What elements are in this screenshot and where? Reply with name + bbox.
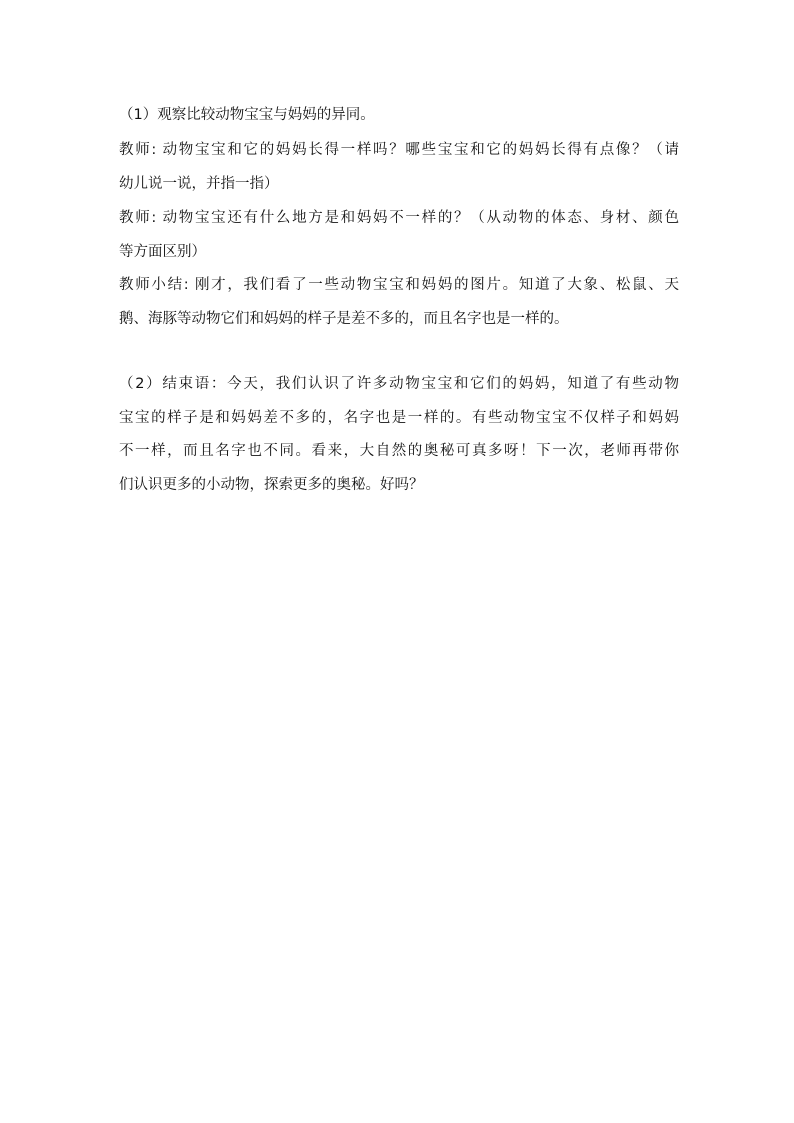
paragraph-line: 们认识更多的小动物，探索更多的奥秘。好吗？ bbox=[119, 477, 424, 493]
paragraph-line: 鹅、海豚等动物它们和妈妈的样子是差不多的，而且名字也是一样的。 bbox=[119, 311, 569, 327]
paragraph-line: 教师: 动物宝宝还有什么地方是和妈妈不一样的？（从动物的体态、身材、颜色 bbox=[119, 210, 679, 226]
paragraph-line: 宝宝的样子是和妈妈差不多的，名字也是一样的。有些动物宝宝不仅样子和妈妈 bbox=[119, 410, 679, 426]
paragraph-line: 教师小结: 刚才，我们看了一些动物宝宝和妈妈的图片。知道了大象、松鼠、天 bbox=[119, 277, 679, 293]
section-heading-1: （1）观察比较动物宝宝与妈妈的异同。 bbox=[119, 107, 375, 123]
paragraph-line: 等方面区别） bbox=[119, 244, 206, 260]
paragraph-line: 幼儿说一说，并指一指） bbox=[119, 176, 279, 192]
paragraph-line: 不一样，而且名字也不同。看来，大自然的奥秘可真多呀！下一次，老师再带你 bbox=[119, 443, 679, 459]
paragraph-line: （2）结束语：今天，我们认识了许多动物宝宝和它们的妈妈，知道了有些动物 bbox=[119, 376, 679, 392]
paragraph-line: 教师: 动物宝宝和它的妈妈长得一样吗？哪些宝宝和它的妈妈长得有点像？（请 bbox=[119, 142, 679, 158]
